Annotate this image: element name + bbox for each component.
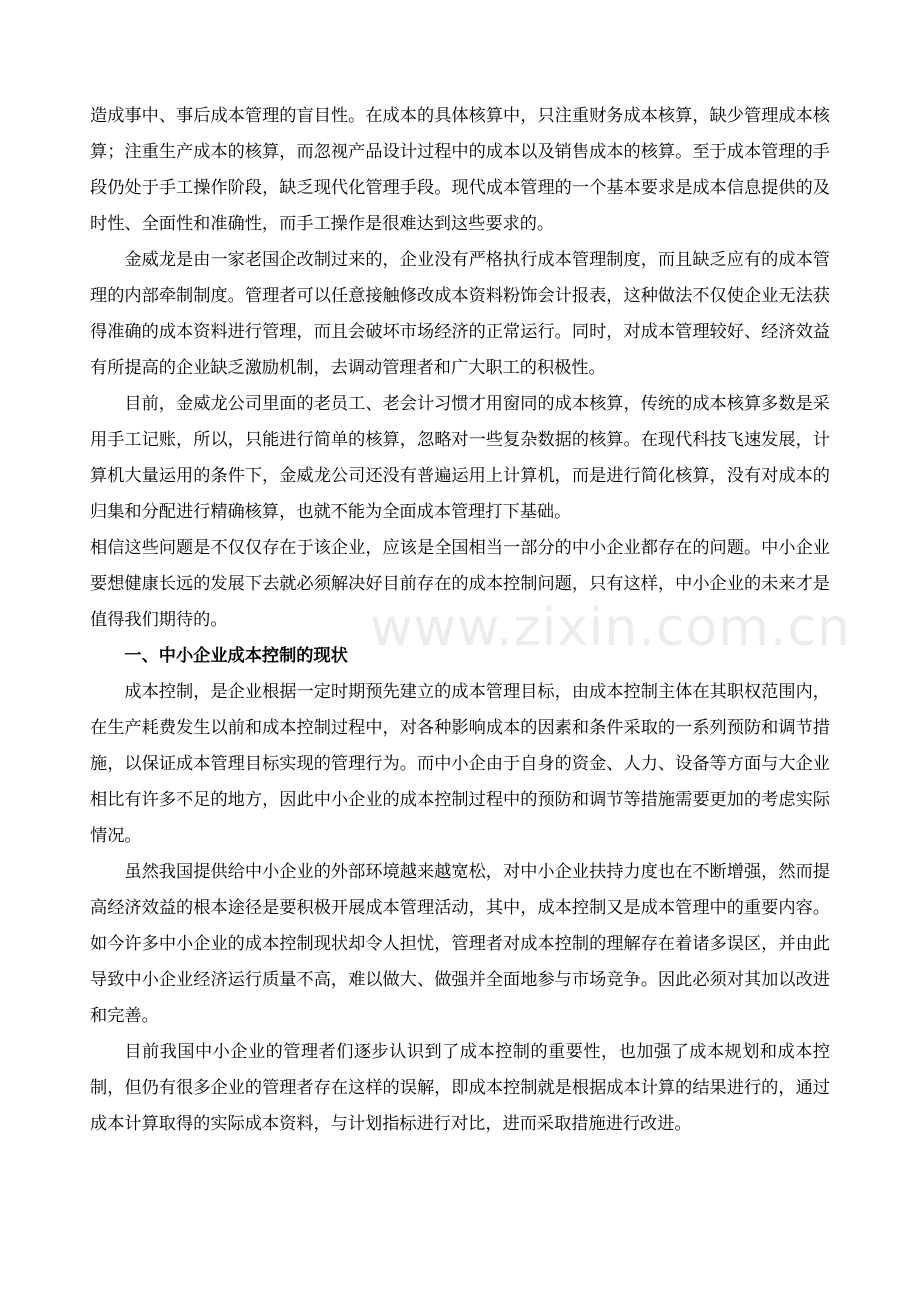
section-heading: 一、中小企业成本控制的现状 [124, 646, 348, 666]
paragraph-continuation: 造成事中、事后成本管理的盲目性。在成本的具体核算中，只注重财务成本核算，缺少管理成本核算；注重生产成本的核算，而忽视产品设计过程中的成本以及销售成本的核算。至于成本管理的手段仍处于手工操作阶段，缺乏现代化管理手段。现代成本管理的一个基本要求是成本信息提供的及时性、全面性和准确性，而手工操作是很难达到这些要求的。 [90, 106, 830, 234]
paragraph-misunderstanding: 目前我国中小企业的管理者们逐步认识到了成本控制的重要性，也加强了成本规划和成本控制，但仍有很多企业的管理者存在这样的误解，即成本控制就是根据成本计算的结果进行的，通过成本计算取得的实际成本资料，与计划指标进行对比，进而采取措施进行改进。 [90, 1042, 830, 1134]
paragraph-jinweilong-management: 金威龙是由一家老国企改制过来的，企业没有严格执行成本管理制度，而且缺乏应有的成本管理的内部牵制制度。管理者可以任意接触修改成本资料粉饰会计报表，这种做法不仅使企业无法获得准确的成本资料进行管理，而且会破坏市场经济的正常运行。同时，对成本管理较好、经济效益有所提高的企业缺乏激励机制，去调动管理者和广大职工的积极性。 [90, 250, 830, 378]
paragraph-summary: 相信这些问题是不仅仅存在于该企业，应该是全国相当一部分的中小企业都存在的问题。中小企业要想健康长远的发展下去就必须解决好目前存在的成本控制问题，只有这样，中小企业的未来才是值得我们期待的。 [90, 538, 830, 630]
paragraph-external-environment: 虽然我国提供给中小企业的外部环境越来越宽松，对中小企业扶持力度也在不断增强，然而提高经济效益的根本途径是要积极开展成本管理活动，其中，成本控制又是成本管理中的重要内容。如今许多中小企业的成本控制现状却令人担忧，管理者对成本控制的理解存在着诸多误区，并由此导致中小企业经济运行质量不高，难以做大、做强并全面地参与市场竞争。因此必须对其加以改进和完善。 [90, 862, 830, 1026]
document-page [90, 98, 830, 1142]
paragraph-cost-control-definition: 成本控制，是企业根据一定时期预先建立的成本管理目标，由成本控制主体在其职权范围内，在生产耗费发生以前和成本控制过程中，对各种影响成本的因素和条件采取的一系列预防和调节措施，以保证成本管理目标实现的管理行为。而中小企由于自身的资金、人力、设备等方面与大企业相比有许多不足的地方，因此中小企业的成本控制过程中的预防和调节等措施需要更加的考虑实际情况。 [90, 682, 830, 846]
paragraph-jinweilong-accounting: 目前，金威龙公司里面的老员工、老会计习惯才用窗同的成本核算，传统的成本核算多数是采用手工记账，所以，只能进行简单的核算，忽略对一些复杂数据的核算。在现代科技飞速发展，计算机大量运用的条件下，金威龙公司还没有普遍运用上计算机，而是进行简化核算，没有对成本的归集和分配进行精确核算，也就不能为全面成本管理打下基础。 [90, 394, 830, 522]
watermark: www.zixin.com.cn [370, 598, 851, 658]
